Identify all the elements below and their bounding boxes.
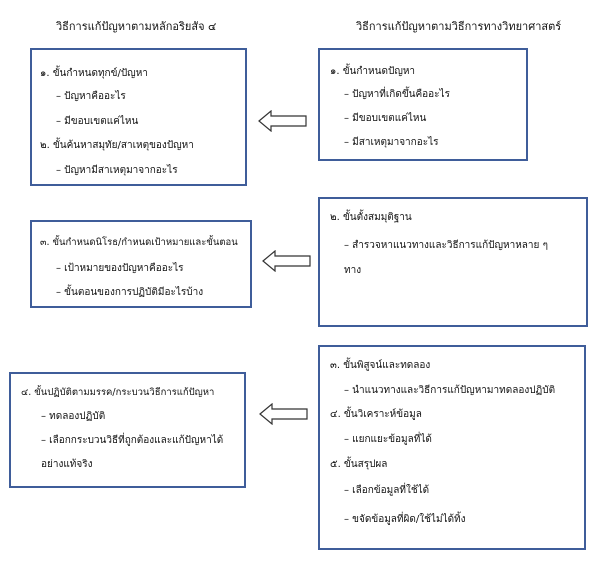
step-heading: ๒. ขั้นค้นหาสมุทัย/สาเหตุของปัญหา [40, 140, 194, 151]
step-bullet: – ปัญหาที่เกิดขึ้นคืออะไร [344, 89, 450, 100]
step-bullet: – เลือกกระบวนวิธีที่ถูกต้องและแก้ปัญหาได้ [41, 435, 224, 446]
step-bullet: – มีขอบเขตแค่ไหน [344, 113, 427, 124]
step-heading: ๒. ขั้นตั้งสมมุติฐาน [330, 212, 412, 223]
step-heading: ๑. ขั้นกำหนดทุกข์/ปัญหา [40, 68, 148, 79]
arrow-left-icon [262, 250, 312, 272]
step-heading: ๕. ขั้นสรุปผล [330, 459, 388, 470]
step-bullet: – มีสาเหตุมาจากอะไร [344, 137, 439, 148]
left-box-nirodha [30, 220, 252, 308]
left-box-magga [9, 372, 246, 488]
step-bullet: – ทดลองปฏิบัติ [41, 411, 106, 422]
step-bullet: – ปัญหามีสาเหตุมาจากอะไร [56, 165, 178, 176]
right-box-hypothesis [318, 197, 588, 327]
step-heading: ๔. ขั้นปฏิบัติตามมรรค/กระบวนวิธีการแก้ปัญหา [21, 387, 215, 398]
step-bullet: – ปัญหาคืออะไร [56, 91, 126, 102]
step-bullet: – เลือกข้อมูลที่ใช้ได้ [344, 485, 430, 496]
right-column-title: วิธีการแก้ปัญหาตามวิธีการทางวิทยาศาสตร์ [356, 20, 562, 33]
step-bullet: – เป้าหมายของปัญหาคืออะไร [56, 263, 184, 274]
arrow-left-icon [258, 110, 308, 132]
step-heading: ๓. ขั้นพิสูจน์และทดลอง [330, 360, 431, 371]
step-bullet: – ขจัดข้อมูลที่ผิด/ใช้ไม่ได้ทิ้ง [344, 514, 466, 525]
step-bullet: – นำแนวทางและวิธีการแก้ปัญหามาทดลองปฏิบัติ [344, 385, 556, 396]
left-box-dukkha-samudaya [30, 48, 247, 186]
step-bullet: – มีขอบเขตแค่ไหน [56, 116, 139, 127]
step-heading: ๔. ขั้นวิเคราะห์ข้อมูล [330, 409, 422, 420]
arrow-left-icon [259, 403, 309, 425]
right-box-define-problem [318, 48, 528, 161]
step-bullet: – ขั้นตอนของการปฏิบัติมีอะไรบ้าง [56, 287, 204, 298]
right-box-experiment-analysis-conclusion [318, 345, 586, 550]
left-column-title: วิธีการแก้ปัญหาตามหลักอริยสัจ ๔ [56, 20, 217, 33]
step-heading: ๑. ขั้นกำหนดปัญหา [330, 66, 416, 77]
step-bullet-continued: อย่างแท้จริง [41, 459, 93, 470]
step-bullet-continued: ทาง [344, 265, 362, 276]
step-bullet: – สำรวจหาแนวทางและวิธีการแก้ปัญหาหลาย ๆ [344, 240, 548, 251]
step-bullet: – แยกแยะข้อมูลที่ได้ [344, 434, 432, 445]
step-heading: ๓. ขั้นกำหนดนิโรธ/กำหนดเป้าหมายและขั้นตอน [40, 237, 238, 248]
